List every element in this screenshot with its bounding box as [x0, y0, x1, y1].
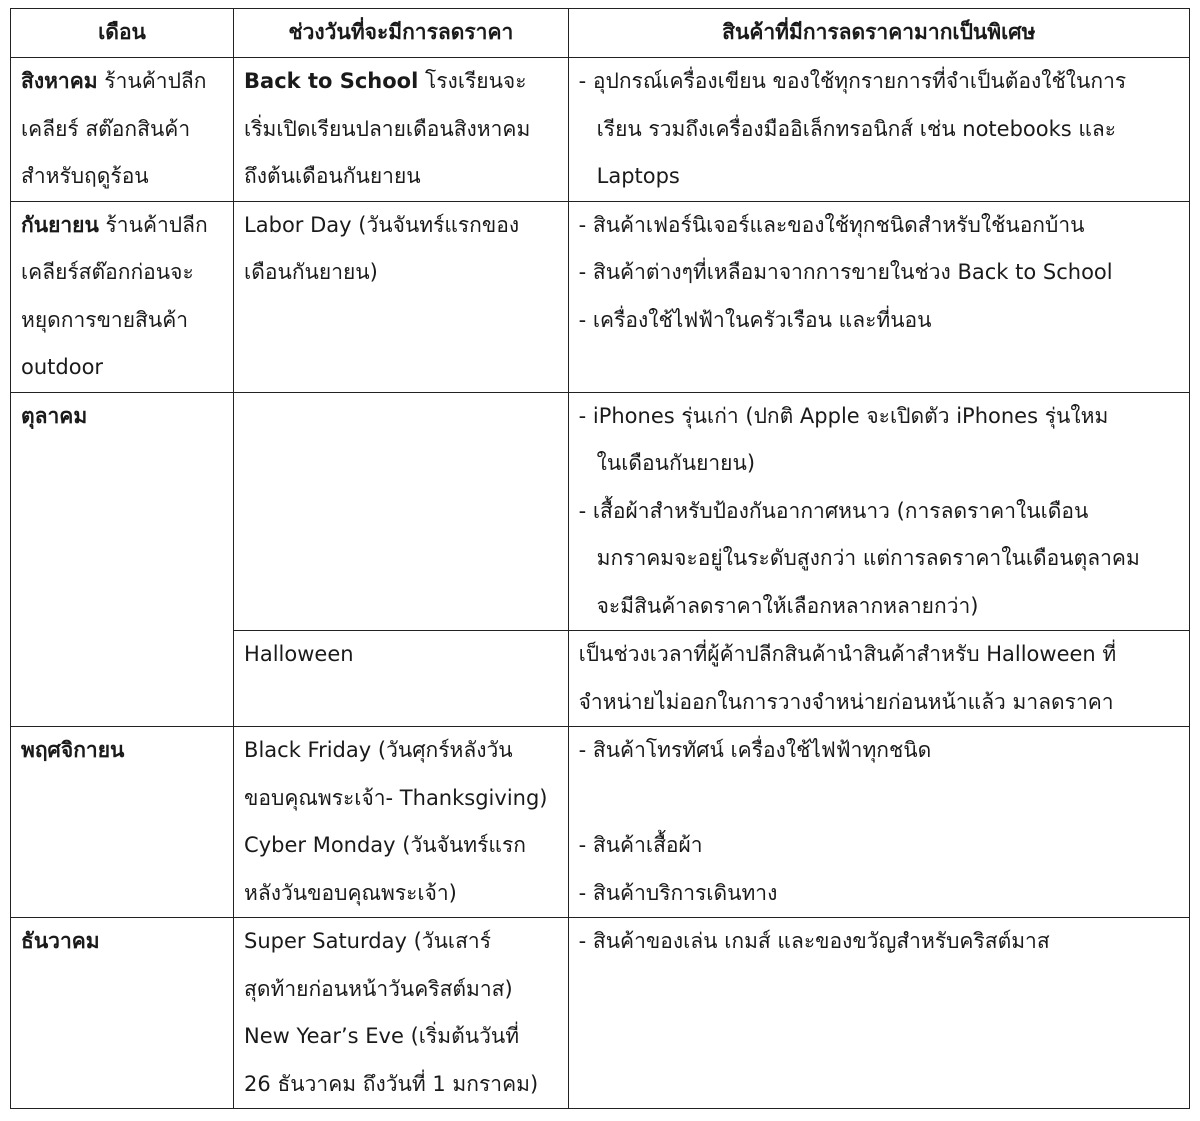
event-note-line: 26 ธันวาคม ถึงวันที่ 1 มกราคม) [244, 1071, 539, 1096]
period-cell-december [234, 918, 569, 1109]
month-cell-december [11, 918, 234, 1109]
period-cell-halloween [234, 631, 569, 727]
period-cell-september [234, 201, 569, 392]
event-name-halloween: Halloween [244, 642, 354, 666]
product-line: - เครื่องใช้ไฟฟ้าในครัวเรือน และที่นอน [578, 307, 932, 332]
header-period: ช่วงวันที่จะมีการลดราคา [234, 9, 569, 58]
product-line: - สินค้าบริการเดินทาง [578, 880, 778, 905]
product-line: - สินค้าต่างๆที่เหลือมาจากการขายในช่วง Back to School [578, 260, 1113, 284]
event-note-line: เดือนกันยายน) [244, 260, 378, 284]
event-note-line: เริ่มเปิดเรียนปลายเดือนสิงหาคม [244, 116, 531, 141]
period-cell-august [234, 58, 569, 202]
discount-calendar-table [10, 8, 1190, 1109]
product-line: Laptops [596, 164, 680, 188]
month-name-november: พฤศจิกายน [21, 738, 125, 762]
month-note-line: ร้านค้าปลีก [104, 69, 207, 93]
month-note-line: ร้านค้าปลีก [105, 212, 208, 237]
month-name-september: กันยายน [21, 212, 99, 237]
products-cell-august [568, 58, 1189, 202]
event-note-line: ถึงต้นเดือนกันยายน [244, 164, 421, 188]
event-note-line: Labor Day (วันจันทร์แรกของ [244, 212, 520, 237]
products-cell-october [568, 392, 1189, 631]
event-note-line: ขอบคุณพระเจ้า- Thanksgiving) [244, 785, 548, 810]
event-name-black-friday: Black Friday [244, 738, 372, 762]
product-line: - iPhones รุ่นเก่า (ปกติ Apple จะเปิดตัว iPhones รุ่นใหม [578, 403, 1109, 428]
month-note-line: outdoor [21, 355, 104, 379]
product-line: จะมีสินค้าลดราคาให้เลือกหลากหลายกว่า) [596, 593, 979, 618]
table-row-september [11, 201, 1190, 392]
month-name-august: สิงหาคม [21, 69, 98, 93]
products-cell-halloween [568, 631, 1189, 727]
product-line: จำหน่ายไม่ออกในการวางจำหน่ายก่อนหน้าแล้ว มาลดราคา [578, 689, 1114, 714]
header-month: เดือน [11, 9, 234, 58]
period-cell-november [234, 727, 569, 918]
month-name-october: ตุลาคม [21, 403, 88, 428]
product-line: - เสื้อผ้าสำหรับป้องกันอากาศหนาว (การลดราคาในเดือน [578, 498, 1089, 523]
event-note-line: สุดท้ายก่อนหน้าวันคริสต์มาส) [244, 976, 513, 1001]
event-note-line: โรงเรียนจะ [425, 69, 527, 93]
event-name-new-years-eve: New Year’s Eve [244, 1024, 404, 1048]
table-row-november [11, 727, 1190, 918]
product-line: - สินค้าเฟอร์นิเจอร์และของใช้ทุกชนิดสำหรับใช้นอกบ้าน [578, 212, 1085, 237]
event-name-cyber-monday: Cyber Monday [244, 833, 396, 857]
event-note-line: (เริ่มต้นวันที่ [410, 1024, 520, 1048]
month-note-line: เคลียร์ สต๊อกสินค้า [21, 116, 191, 141]
event-note-line: (วันศุกร์หลังวัน [377, 738, 513, 762]
month-cell-october [11, 392, 234, 727]
event-note-line: หลังวันขอบคุณพระเจ้า) [244, 880, 457, 905]
product-line: เป็นช่วงเวลาที่ผู้ค้าปลีกสินค้านำสินค้าสำหรับ Halloween ที่ [578, 642, 1117, 666]
month-note-line: หยุดการขายสินค้า [21, 307, 189, 332]
products-cell-september [568, 201, 1189, 392]
header-row [11, 9, 1190, 58]
table-row-august [11, 58, 1190, 202]
product-line: มกราคมจะอยู่ในระดับสูงกว่า แต่การลดราคาในเดือนตุลาคม [596, 546, 1140, 570]
month-note-line: สำหรับฤดูร้อน [21, 164, 149, 188]
header-products: สินค้าที่มีการลดราคามากเป็นพิเศษ [568, 9, 1189, 58]
period-cell-october-empty [234, 392, 569, 631]
event-name-super-saturday: Super Saturday [244, 929, 407, 953]
month-cell-august [11, 58, 234, 202]
month-note-line: เคลียร์สต๊อกก่อนจะ [21, 260, 194, 284]
month-cell-september [11, 201, 234, 392]
event-note-line: (วันเสาร์ [413, 929, 491, 953]
event-note-line: (วันจันทร์แรก [402, 833, 526, 857]
product-line: เรียน รวมถึงเครื่องมืออิเล็กทรอนิกส์ เช่น notebooks และ [596, 116, 1117, 141]
product-line: - สินค้าของเล่น เกมส์ และของขวัญสำหรับคริสต์มาส [578, 929, 1050, 953]
month-name-december: ธันวาคม [21, 929, 100, 953]
table-row-december [11, 918, 1190, 1109]
month-cell-november [11, 727, 234, 918]
table-row-october [11, 392, 1190, 631]
products-cell-november [568, 727, 1189, 918]
event-name-back-to-school: Back to School [244, 69, 419, 93]
product-line: - สินค้าเสื้อผ้า [578, 833, 703, 857]
product-line: - สินค้าโทรทัศน์ เครื่องใช้ไฟฟ้าทุกชนิด [578, 738, 932, 762]
product-line: ในเดือนกันยายน) [596, 451, 756, 475]
product-line: - อุปกรณ์เครื่องเขียน ของใช้ทุกรายการที่จำเป็นต้องใช้ในการ [578, 69, 1127, 93]
products-cell-december [568, 918, 1189, 1109]
